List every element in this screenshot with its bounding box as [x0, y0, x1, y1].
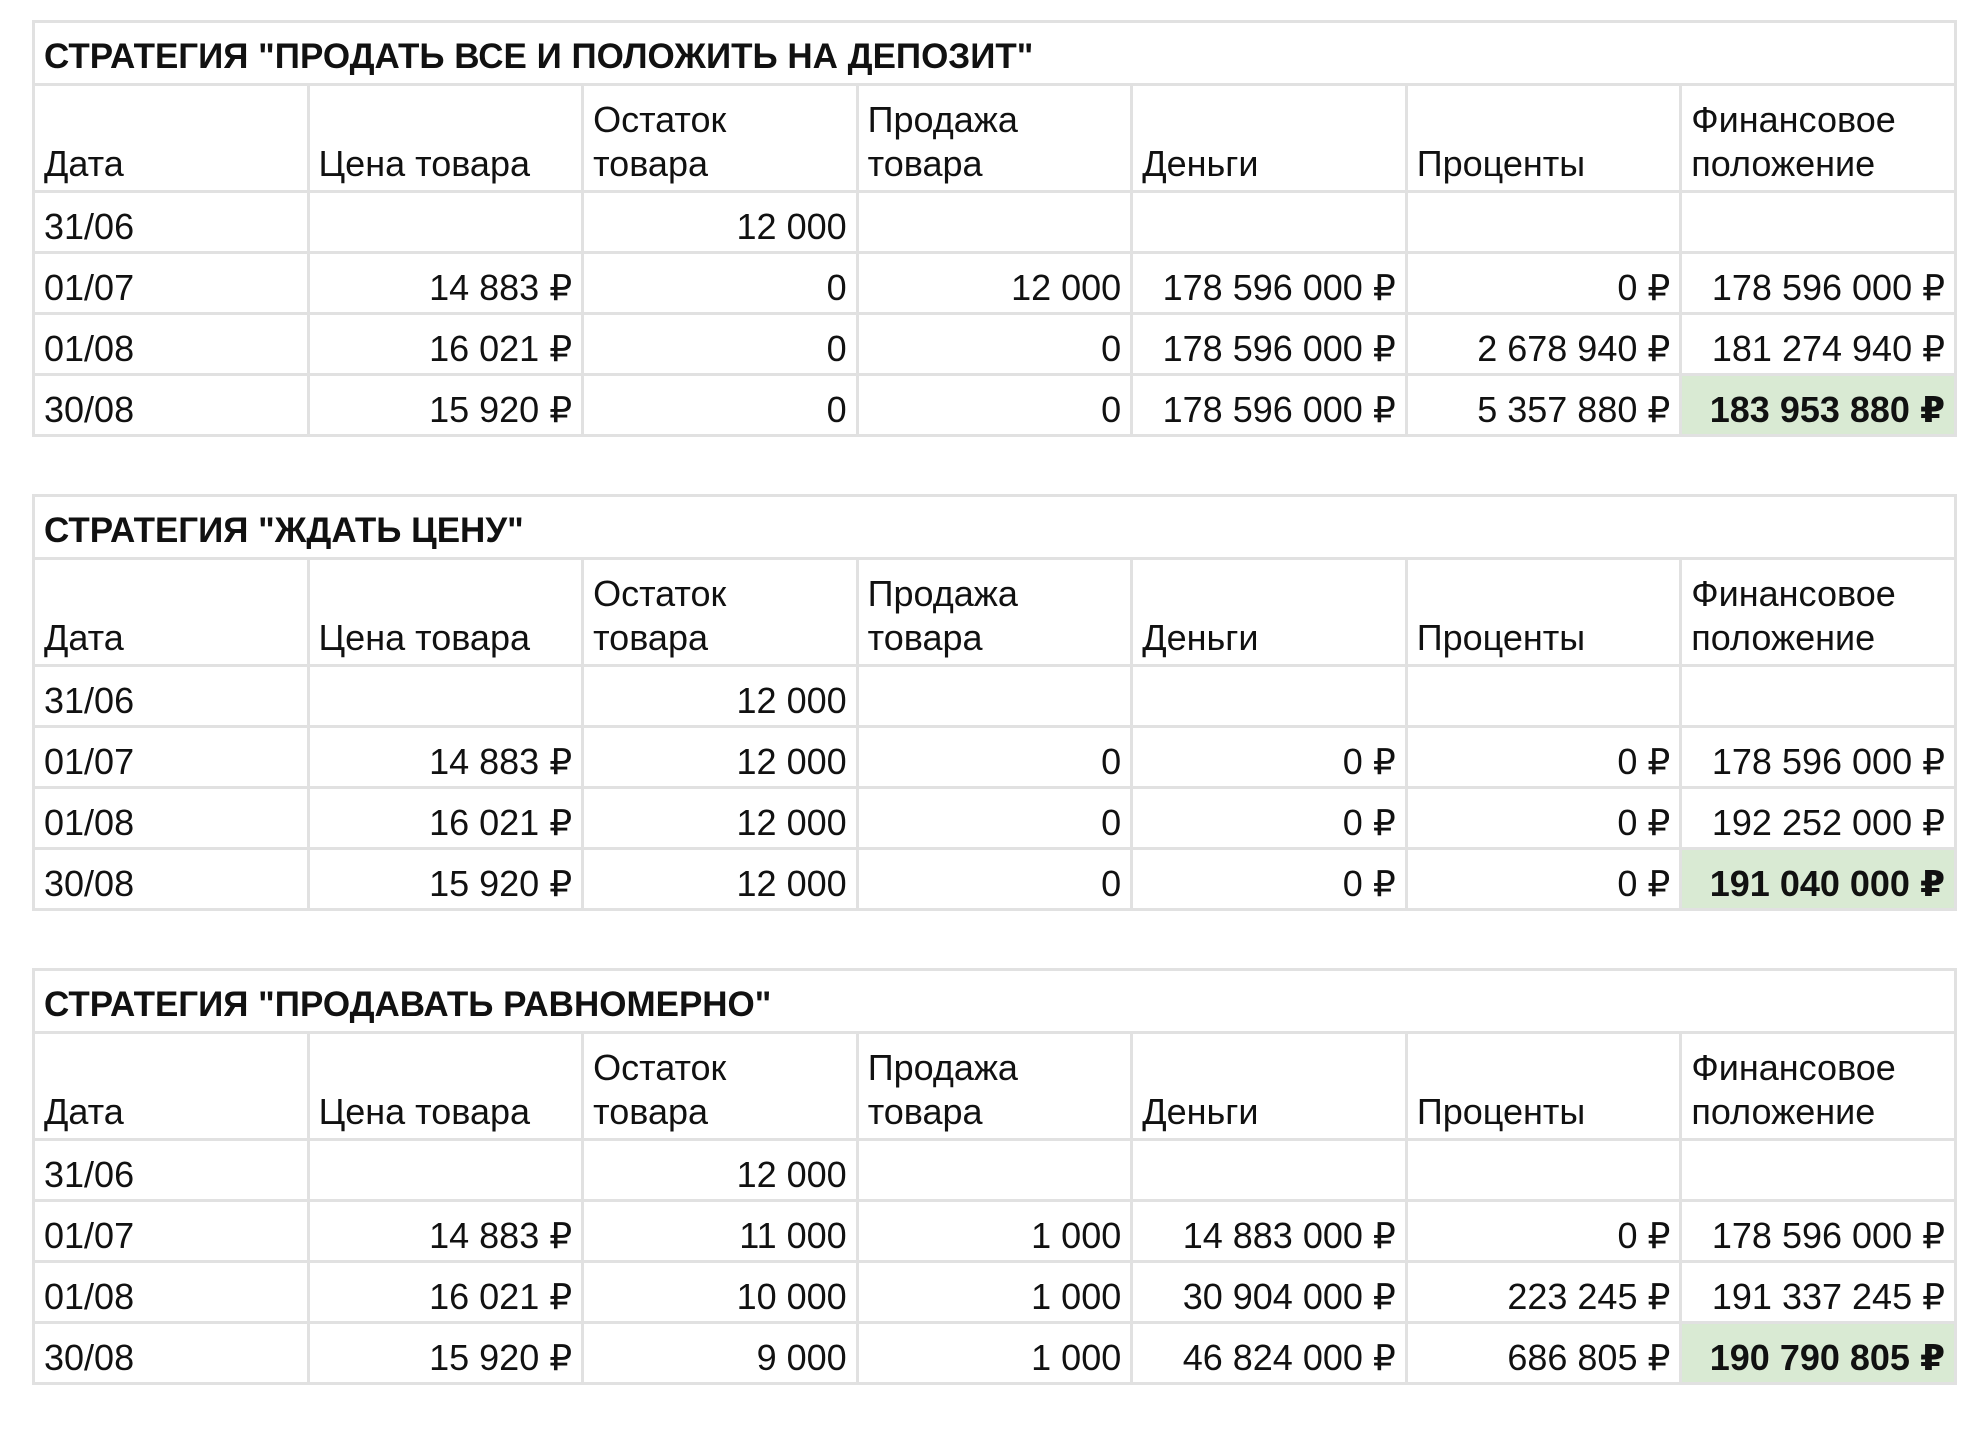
cell-stock[interactable]: 0	[583, 253, 858, 314]
cell-sale[interactable]: 0	[857, 375, 1132, 436]
cell-financial-position[interactable]: 192 252 000 ₽	[1681, 788, 1956, 849]
column-header-interest[interactable]: Проценты	[1406, 559, 1681, 666]
cell-financial-position[interactable]: 178 596 000 ₽	[1681, 253, 1956, 314]
cell-money[interactable]: 0 ₽	[1132, 849, 1407, 910]
column-header-financial-position[interactable]: Финансовое положение	[1681, 559, 1956, 666]
table-row	[34, 849, 1956, 910]
cell-money[interactable]: 178 596 000 ₽	[1132, 314, 1407, 375]
cell-interest[interactable]: 2 678 940 ₽	[1406, 314, 1681, 375]
cell-sale[interactable]: 1 000	[857, 1201, 1132, 1262]
cell-money[interactable]: 14 883 000 ₽	[1132, 1201, 1407, 1262]
strategy-title-row	[34, 970, 1956, 1033]
cell-date[interactable]: 01/08	[34, 314, 309, 375]
column-header-price[interactable]: Цена товара	[308, 85, 583, 192]
cell-date[interactable]: 01/07	[34, 727, 309, 788]
strategy-title[interactable]: СТРАТЕГИЯ "ЖДАТЬ ЦЕНУ"	[34, 496, 1956, 559]
cell-stock[interactable]: 12 000	[583, 788, 858, 849]
cell-money[interactable]: 0 ₽	[1132, 727, 1407, 788]
cell-price[interactable]: 15 920 ₽	[308, 375, 583, 436]
cell-money[interactable]: 178 596 000 ₽	[1132, 253, 1407, 314]
cell-interest[interactable]	[1406, 666, 1681, 727]
column-header-date[interactable]: Дата	[34, 85, 309, 192]
cell-date[interactable]: 31/06	[34, 1140, 309, 1201]
strategy-title[interactable]: СТРАТЕГИЯ "ПРОДАВАТЬ РАВНОМЕРНО"	[34, 970, 1956, 1033]
cell-stock[interactable]: 0	[583, 375, 858, 436]
cell-price[interactable]: 14 883 ₽	[308, 253, 583, 314]
table-row	[34, 1323, 1956, 1384]
column-header-date[interactable]: Дата	[34, 559, 309, 666]
cell-money[interactable]: 178 596 000 ₽	[1132, 375, 1407, 436]
column-header-stock[interactable]: Остаток товара	[583, 1033, 858, 1140]
cell-date[interactable]: 30/08	[34, 375, 309, 436]
cell-interest[interactable]: 0 ₽	[1406, 1201, 1681, 1262]
cell-date[interactable]: 30/08	[34, 849, 309, 910]
cell-sale[interactable]: 0	[857, 788, 1132, 849]
cell-interest[interactable]: 0 ₽	[1406, 253, 1681, 314]
column-header-price[interactable]: Цена товара	[308, 1033, 583, 1140]
cell-price[interactable]: 16 021 ₽	[308, 314, 583, 375]
strategy-table	[32, 494, 1957, 911]
cell-money[interactable]	[1132, 666, 1407, 727]
cell-stock[interactable]: 12 000	[583, 849, 858, 910]
strategy-table	[32, 20, 1957, 437]
cell-interest[interactable]	[1406, 192, 1681, 253]
table-row	[34, 253, 1956, 314]
cell-date[interactable]: 30/08	[34, 1323, 309, 1384]
cell-financial-position[interactable]	[1681, 666, 1956, 727]
strategy-title-row	[34, 496, 1956, 559]
cell-financial-position[interactable]: 178 596 000 ₽	[1681, 727, 1956, 788]
column-header-money[interactable]: Деньги	[1132, 559, 1407, 666]
cell-interest[interactable]: 5 357 880 ₽	[1406, 375, 1681, 436]
table-row	[34, 1262, 1956, 1323]
cell-money[interactable]: 0 ₽	[1132, 788, 1407, 849]
cell-date[interactable]: 01/08	[34, 788, 309, 849]
column-header-interest[interactable]: Проценты	[1406, 1033, 1681, 1140]
table-row	[34, 788, 1956, 849]
cell-financial-position[interactable]	[1681, 192, 1956, 253]
cell-sale[interactable]: 1 000	[857, 1262, 1132, 1323]
cell-price[interactable]: 16 021 ₽	[308, 1262, 583, 1323]
cell-financial-position[interactable]: 181 274 940 ₽	[1681, 314, 1956, 375]
cell-sale[interactable]: 0	[857, 314, 1132, 375]
cell-stock[interactable]: 0	[583, 314, 858, 375]
cell-interest[interactable]: 0 ₽	[1406, 849, 1681, 910]
cell-interest[interactable]: 686 805 ₽	[1406, 1323, 1681, 1384]
column-header-date[interactable]: Дата	[34, 1033, 309, 1140]
cell-sale[interactable]: 0	[857, 727, 1132, 788]
column-header-money[interactable]: Деньги	[1132, 1033, 1407, 1140]
cell-final-financial-position[interactable]: 190 790 805 ₽	[1681, 1323, 1956, 1384]
cell-price[interactable]	[308, 1140, 583, 1201]
cell-sale[interactable]	[857, 666, 1132, 727]
column-header-sale[interactable]: Продажа товара	[857, 85, 1132, 192]
column-header-row	[34, 559, 1956, 666]
cell-stock[interactable]: 12 000	[583, 192, 858, 253]
cell-financial-position[interactable]	[1681, 1140, 1956, 1201]
cell-stock[interactable]: 9 000	[583, 1323, 858, 1384]
cell-sale[interactable]	[857, 1140, 1132, 1201]
column-header-price[interactable]: Цена товара	[308, 559, 583, 666]
cell-price[interactable]: 15 920 ₽	[308, 849, 583, 910]
cell-final-financial-position[interactable]: 191 040 000 ₽	[1681, 849, 1956, 910]
cell-date[interactable]: 31/06	[34, 192, 309, 253]
cell-date[interactable]: 01/08	[34, 1262, 309, 1323]
cell-date[interactable]: 31/06	[34, 666, 309, 727]
cell-stock[interactable]: 10 000	[583, 1262, 858, 1323]
cell-stock[interactable]: 12 000	[583, 727, 858, 788]
cell-date[interactable]: 01/07	[34, 1201, 309, 1262]
cell-price[interactable]	[308, 192, 583, 253]
cell-interest[interactable]: 0 ₽	[1406, 727, 1681, 788]
cell-sale[interactable]: 12 000	[857, 253, 1132, 314]
cell-price[interactable]: 15 920 ₽	[308, 1323, 583, 1384]
cell-date[interactable]: 01/07	[34, 253, 309, 314]
cell-stock[interactable]: 12 000	[583, 666, 858, 727]
cell-money[interactable]: 30 904 000 ₽	[1132, 1262, 1407, 1323]
cell-money[interactable]	[1132, 1140, 1407, 1201]
cell-price[interactable]: 16 021 ₽	[308, 788, 583, 849]
cell-interest[interactable]: 223 245 ₽	[1406, 1262, 1681, 1323]
cell-sale[interactable]: 0	[857, 849, 1132, 910]
column-header-row	[34, 85, 1956, 192]
column-header-sale[interactable]: Продажа товара	[857, 1033, 1132, 1140]
cell-money[interactable]: 46 824 000 ₽	[1132, 1323, 1407, 1384]
cell-price[interactable]	[308, 666, 583, 727]
table-row	[34, 192, 1956, 253]
strategy-title-row	[34, 22, 1956, 85]
table-row	[34, 314, 1956, 375]
cell-money[interactable]	[1132, 192, 1407, 253]
table-row	[34, 666, 1956, 727]
cell-financial-position[interactable]: 178 596 000 ₽	[1681, 1201, 1956, 1262]
cell-price[interactable]: 14 883 ₽	[308, 1201, 583, 1262]
column-header-row	[34, 1033, 1956, 1140]
table-row	[34, 1201, 1956, 1262]
cell-sale[interactable]: 1 000	[857, 1323, 1132, 1384]
cell-stock[interactable]: 11 000	[583, 1201, 858, 1262]
strategy-title[interactable]: СТРАТЕГИЯ "ПРОДАТЬ ВСЕ И ПОЛОЖИТЬ НА ДЕПОЗИТ"	[34, 22, 1956, 85]
cell-interest[interactable]: 0 ₽	[1406, 788, 1681, 849]
table-row	[34, 1140, 1956, 1201]
strategy-table	[32, 968, 1957, 1385]
column-header-money[interactable]: Деньги	[1132, 85, 1407, 192]
table-row	[34, 375, 1956, 436]
cell-price[interactable]: 14 883 ₽	[308, 727, 583, 788]
column-header-sale[interactable]: Продажа товара	[857, 559, 1132, 666]
column-header-stock[interactable]: Остаток товара	[583, 85, 858, 192]
cell-interest[interactable]	[1406, 1140, 1681, 1201]
column-header-financial-position[interactable]: Финансовое положение	[1681, 1033, 1956, 1140]
cell-sale[interactable]	[857, 192, 1132, 253]
table-row	[34, 727, 1956, 788]
cell-financial-position[interactable]: 191 337 245 ₽	[1681, 1262, 1956, 1323]
column-header-stock[interactable]: Остаток товара	[583, 559, 858, 666]
column-header-financial-position[interactable]: Финансовое положение	[1681, 85, 1956, 192]
cell-stock[interactable]: 12 000	[583, 1140, 858, 1201]
column-header-interest[interactable]: Проценты	[1406, 85, 1681, 192]
cell-final-financial-position[interactable]: 183 953 880 ₽	[1681, 375, 1956, 436]
spreadsheet	[32, 20, 1957, 1442]
